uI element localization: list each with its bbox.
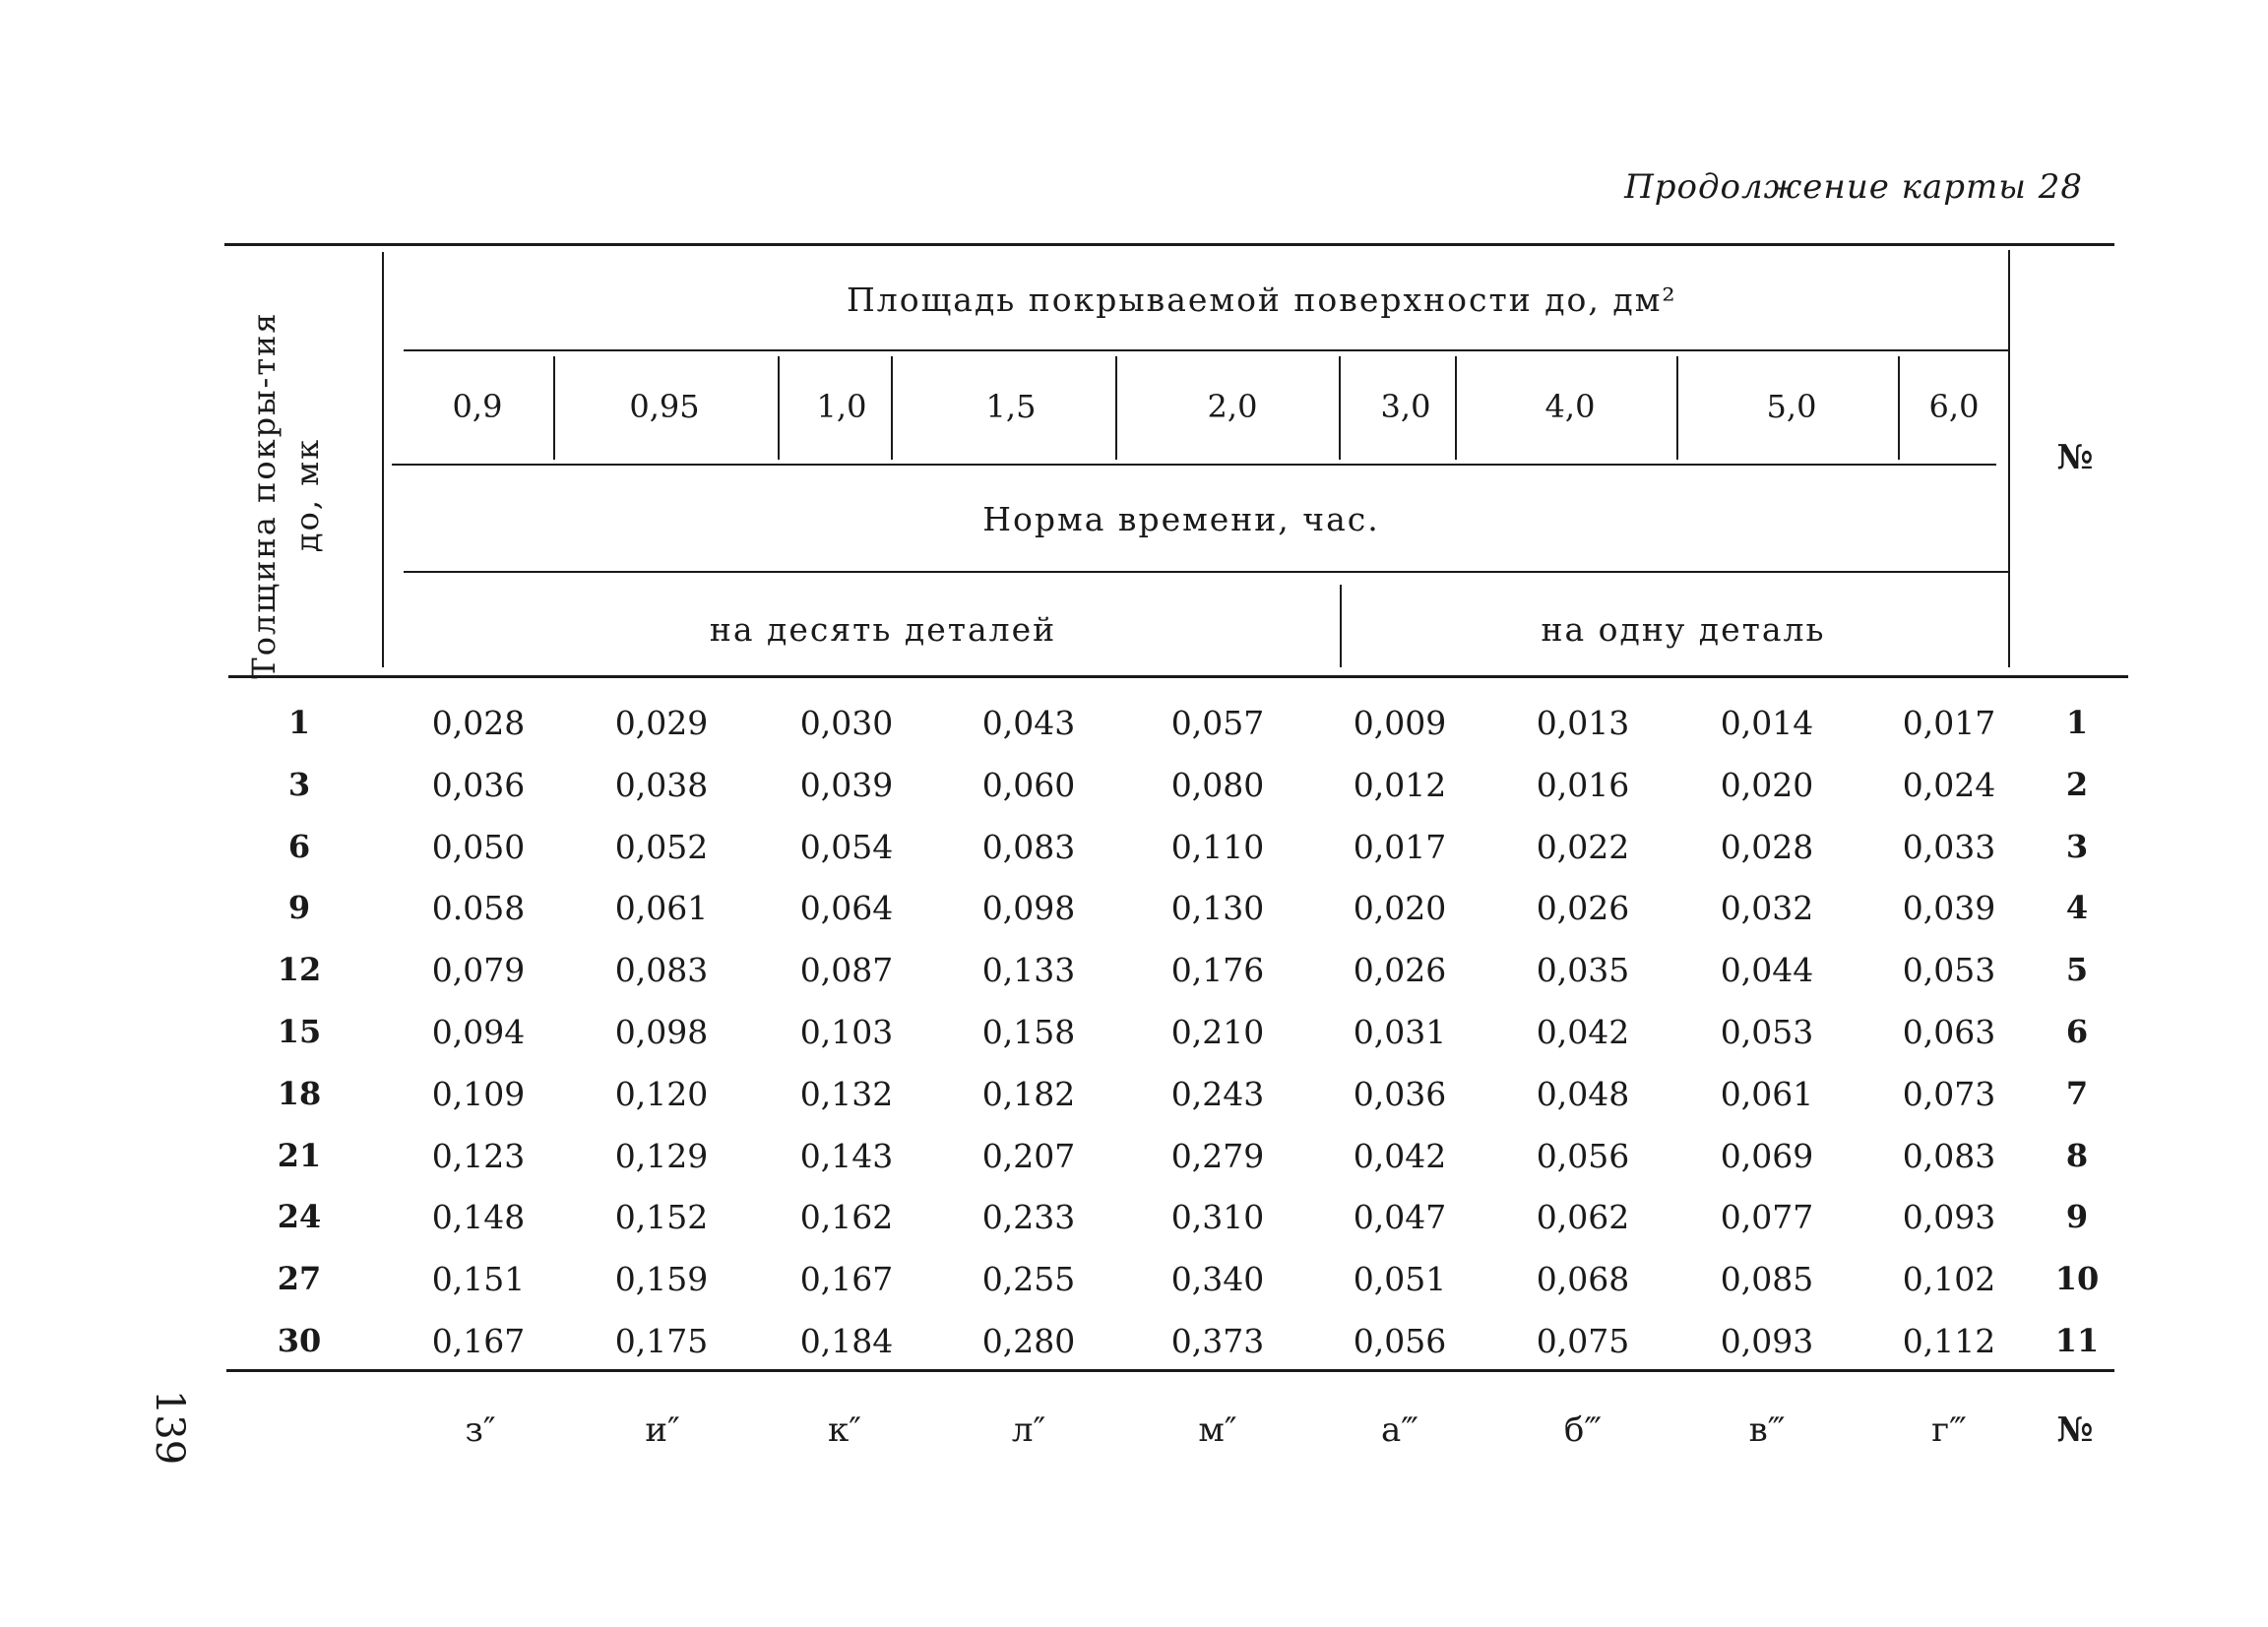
row-cell: 0,053	[1902, 951, 1996, 989]
row-cell: 0,061	[1720, 1075, 1814, 1113]
row-cell: 0,056	[1536, 1137, 1630, 1175]
row-cell: 0,013	[1536, 704, 1630, 742]
row-cell: 0,182	[981, 1075, 1076, 1113]
area-divider	[1898, 356, 1900, 460]
thickness-column-border	[382, 252, 384, 667]
row-number: 1	[2065, 704, 2089, 741]
row-cell: 0,143	[799, 1137, 894, 1175]
row-cell: 0,133	[981, 951, 1076, 989]
area-divider	[1339, 356, 1341, 460]
row-cell: 0,056	[1353, 1322, 1447, 1360]
row-cell: 0,054	[799, 828, 894, 866]
row-cell: 0,036	[431, 766, 526, 804]
row-cell: 0,210	[1170, 1013, 1265, 1051]
row-cell: 0,243	[1170, 1075, 1265, 1113]
row-cell: 0,120	[614, 1075, 709, 1113]
row-cell: 0,123	[431, 1137, 526, 1175]
row-cell: 0,079	[431, 951, 526, 989]
row-thickness: 15	[277, 1013, 322, 1050]
row-cell: 0,162	[799, 1198, 894, 1236]
row-cell: 0,031	[1353, 1013, 1447, 1051]
row-cell: 0,017	[1902, 704, 1996, 742]
thickness-header	[242, 308, 329, 682]
row-thickness: 1	[287, 704, 311, 741]
row-cell: 0,085	[1720, 1260, 1814, 1298]
row-cell: 0,052	[614, 828, 709, 866]
row-cell: 0,112	[1902, 1322, 1996, 1360]
row-cell: 0,042	[1353, 1137, 1447, 1175]
one-part-header: на одну деталь	[1541, 610, 1826, 649]
row-cell: 0,132	[799, 1075, 894, 1113]
row-thickness: 30	[277, 1322, 322, 1359]
row-number: 5	[2065, 951, 2089, 988]
row-cell: 0,036	[1353, 1075, 1447, 1113]
row-cell: 0,009	[1353, 704, 1447, 742]
row-cell: 0,026	[1536, 889, 1630, 927]
row-cell: 0,077	[1720, 1198, 1814, 1236]
row-thickness: 3	[287, 766, 311, 803]
row-cell: 0,094	[431, 1013, 526, 1051]
row-thickness: 12	[277, 951, 322, 988]
row-cell: 0,062	[1536, 1198, 1630, 1236]
row-cell: 0.058	[431, 889, 526, 927]
header-bottom-rule	[228, 675, 2128, 678]
area-label-rule	[404, 349, 2008, 351]
row-cell: 0,093	[1720, 1322, 1814, 1360]
area-col-2: 0,95	[629, 388, 700, 425]
table-bottom-rule	[226, 1369, 2114, 1372]
row-cell: 0,012	[1353, 766, 1447, 804]
row-cell: 0,167	[431, 1322, 526, 1360]
row-cell: 0,020	[1353, 889, 1447, 927]
row-cell: 0,098	[981, 889, 1076, 927]
row-cell: 0,014	[1720, 704, 1814, 742]
row-cell: 0,102	[1902, 1260, 1996, 1298]
row-cell: 0,340	[1170, 1260, 1265, 1298]
row-cell: 0,148	[431, 1198, 526, 1236]
row-number: 11	[2054, 1322, 2100, 1359]
row-thickness: 9	[287, 889, 311, 926]
row-cell: 0,035	[1536, 951, 1630, 989]
row-cell: 0,083	[981, 828, 1076, 866]
row-cell: 0,184	[799, 1322, 894, 1360]
row-cell: 0,064	[799, 889, 894, 927]
area-divider	[1676, 356, 1678, 460]
page-title: Продолжение карты 28	[1624, 167, 2083, 207]
row-thickness: 6	[287, 828, 311, 865]
row-cell: 0,207	[981, 1137, 1076, 1175]
area-col-1: 0,9	[452, 388, 503, 425]
row-cell: 0,022	[1536, 828, 1630, 866]
row-thickness: 27	[277, 1260, 322, 1297]
thickness-header-label: Толщина покры-тия до, мк	[245, 311, 326, 679]
row-cell: 0,083	[1902, 1137, 1996, 1175]
row-number: 10	[2054, 1260, 2100, 1297]
row-cell: 0,053	[1720, 1013, 1814, 1051]
row-thickness: 24	[277, 1198, 322, 1235]
area-col-3: 1,0	[816, 388, 867, 425]
time-header: Норма времени, час.	[982, 500, 1380, 538]
row-cell: 0,069	[1720, 1137, 1814, 1175]
row-cell: 0,042	[1536, 1013, 1630, 1051]
row-cell: 0,028	[431, 704, 526, 742]
row-number: 9	[2065, 1198, 2089, 1235]
row-thickness: 21	[277, 1137, 322, 1174]
areas-row-rule	[392, 464, 1996, 466]
footer-code: л″	[1011, 1410, 1046, 1450]
row-cell: 0,130	[1170, 889, 1265, 927]
row-cell: 0,017	[1353, 828, 1447, 866]
row-cell: 0,047	[1353, 1198, 1447, 1236]
row-cell: 0,176	[1170, 951, 1265, 989]
row-number: 6	[2065, 1013, 2089, 1050]
table-top-rule	[224, 243, 2114, 246]
row-cell: 0,159	[614, 1260, 709, 1298]
row-number: 3	[2065, 828, 2089, 865]
area-divider	[553, 356, 555, 460]
area-divider	[778, 356, 780, 460]
area-col-7: 4,0	[1544, 388, 1596, 425]
num-header: №	[2056, 438, 2094, 477]
row-number: 7	[2065, 1075, 2089, 1112]
row-cell: 0,039	[1902, 889, 1996, 927]
footer-code: г‴	[1931, 1410, 1967, 1450]
row-cell: 0,098	[614, 1013, 709, 1051]
area-divider	[1115, 356, 1117, 460]
row-number: 2	[2065, 766, 2089, 803]
row-cell: 0,167	[799, 1260, 894, 1298]
time-label-rule	[404, 571, 2008, 573]
row-cell: 0,030	[799, 704, 894, 742]
row-number: 4	[2065, 889, 2089, 926]
area-col-6: 3,0	[1380, 388, 1431, 425]
row-cell: 0,175	[614, 1322, 709, 1360]
row-cell: 0,280	[981, 1322, 1076, 1360]
area-divider	[1455, 356, 1457, 460]
ten-parts-header: на десять деталей	[709, 610, 1057, 649]
row-cell: 0,083	[614, 951, 709, 989]
row-cell: 0,057	[1170, 704, 1265, 742]
row-cell: 0,103	[799, 1013, 894, 1051]
row-thickness: 18	[277, 1075, 322, 1112]
row-cell: 0,080	[1170, 766, 1265, 804]
page-number: 139	[147, 1389, 192, 1466]
footer-code: в‴	[1748, 1410, 1786, 1450]
footer-code: и″	[645, 1410, 680, 1450]
row-cell: 0,016	[1536, 766, 1630, 804]
row-cell: 0,152	[614, 1198, 709, 1236]
row-cell: 0,061	[614, 889, 709, 927]
row-cell: 0,024	[1902, 766, 1996, 804]
row-cell: 0,044	[1720, 951, 1814, 989]
row-cell: 0,028	[1720, 828, 1814, 866]
row-cell: 0,109	[431, 1075, 526, 1113]
row-cell: 0,129	[614, 1137, 709, 1175]
parts-divider	[1340, 585, 1342, 667]
row-cell: 0,051	[1353, 1260, 1447, 1298]
row-cell: 0,050	[431, 828, 526, 866]
footer-code: а‴	[1381, 1410, 1418, 1450]
row-cell: 0,032	[1720, 889, 1814, 927]
row-number: 8	[2065, 1137, 2089, 1174]
footer-code: б‴	[1563, 1410, 1603, 1450]
row-cell: 0,310	[1170, 1198, 1265, 1236]
row-cell: 0,233	[981, 1198, 1076, 1236]
area-col-9: 6,0	[1928, 388, 1980, 425]
row-cell: 0,039	[799, 766, 894, 804]
row-cell: 0,087	[799, 951, 894, 989]
row-cell: 0,033	[1902, 828, 1996, 866]
row-cell: 0,093	[1902, 1198, 1996, 1236]
footer-code: з″	[465, 1410, 496, 1450]
row-cell: 0,158	[981, 1013, 1076, 1051]
area-col-8: 5,0	[1766, 388, 1817, 425]
row-cell: 0,075	[1536, 1322, 1630, 1360]
area-col-4: 1,5	[985, 388, 1037, 425]
footer-code: м″	[1198, 1410, 1237, 1450]
row-cell: 0,048	[1536, 1075, 1630, 1113]
row-cell: 0,373	[1170, 1322, 1265, 1360]
row-cell: 0,073	[1902, 1075, 1996, 1113]
row-cell: 0,043	[981, 704, 1076, 742]
area-divider	[891, 356, 893, 460]
row-cell: 0,063	[1902, 1013, 1996, 1051]
area-col-5: 2,0	[1207, 388, 1258, 425]
row-cell: 0,068	[1536, 1260, 1630, 1298]
footer-num-label: №	[2056, 1410, 2094, 1450]
area-header: Площадь покрываемой поверхности до, дм²	[847, 281, 1677, 319]
row-cell: 0,026	[1353, 951, 1447, 989]
footer-code: к″	[828, 1410, 861, 1450]
row-cell: 0,038	[614, 766, 709, 804]
row-cell: 0,151	[431, 1260, 526, 1298]
row-cell: 0,255	[981, 1260, 1076, 1298]
num-column-border	[2008, 250, 2010, 667]
row-cell: 0,029	[614, 704, 709, 742]
row-cell: 0,060	[981, 766, 1076, 804]
row-cell: 0,110	[1170, 828, 1265, 866]
row-cell: 0,020	[1720, 766, 1814, 804]
row-cell: 0,279	[1170, 1137, 1265, 1175]
